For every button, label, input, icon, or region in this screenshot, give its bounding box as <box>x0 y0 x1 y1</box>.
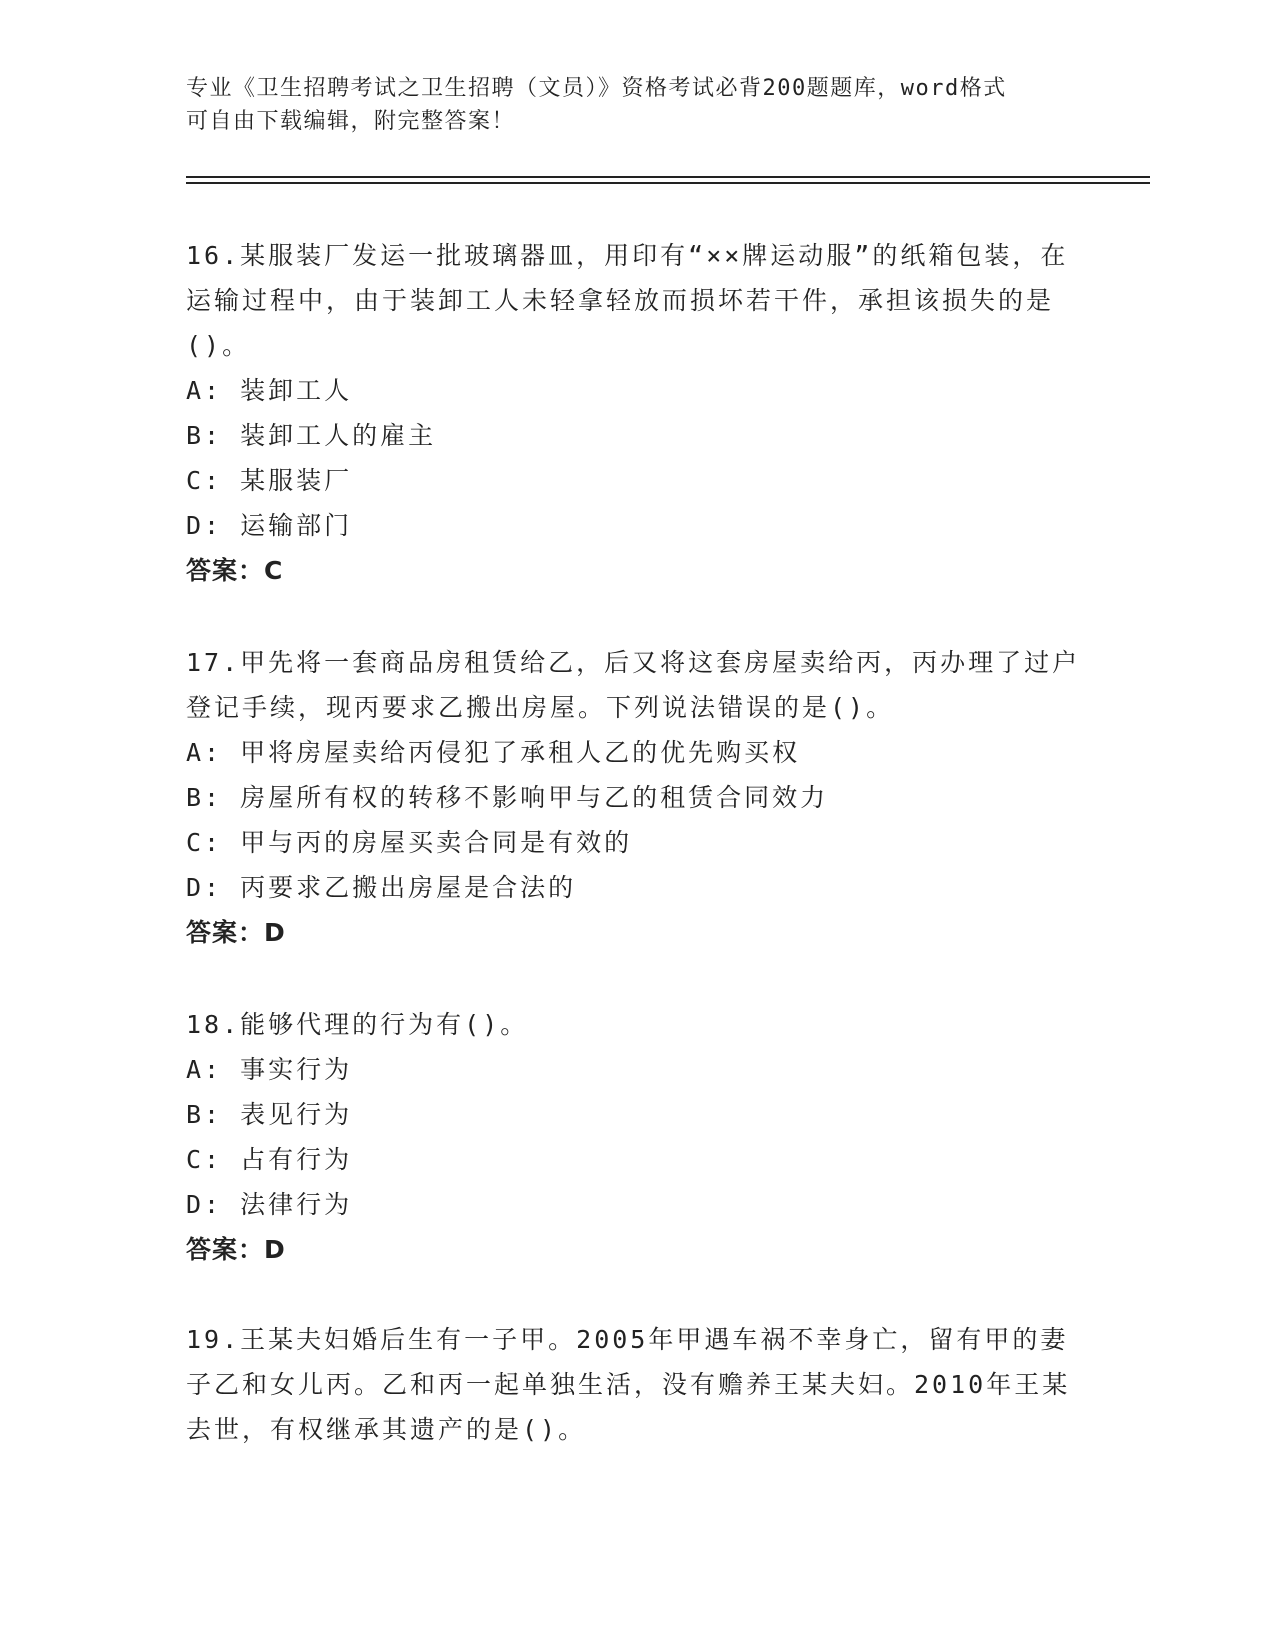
option-c: C: 甲与丙的房屋买卖合同是有效的 <box>186 828 633 857</box>
option-b: B: 表见行为 <box>186 1100 353 1129</box>
question-text: 18.能够代理的行为有()。 <box>186 1010 529 1039</box>
option-a: A: 甲将房屋卖给丙侵犯了承租人乙的优先购买权 <box>186 738 801 767</box>
option-a: A: 事实行为 <box>186 1055 353 1084</box>
option-c: C: 某服装厂 <box>186 466 353 495</box>
answer-line: 答案：C <box>186 556 284 585</box>
question-16 <box>186 233 1086 593</box>
option-d: D: 法律行为 <box>186 1190 353 1219</box>
answer-line: 答案：D <box>186 1235 286 1264</box>
question-text: 17.甲先将一套商品房租赁给乙，后又将这套房屋卖给丙，丙办理了过户登记手续，现丙要求乙搬出房屋。下列说法错误的是()。 <box>186 648 1081 722</box>
option-d: D: 丙要求乙搬出房屋是合法的 <box>186 873 577 902</box>
question-text: 16.某服装厂发运一批玻璃器皿，用印有“××牌运动服”的纸箱包装，在运输过程中，由于装卸工人未轻拿轻放而损坏若干件，承担该损失的是()。 <box>186 241 1069 360</box>
option-d: D: 运输部门 <box>186 511 353 540</box>
question-text: 19.王某夫妇婚后生有一子甲。2005年甲遇车祸不幸身亡，留有甲的妻子乙和女儿丙。乙和丙一起单独生活，没有赡养王某夫妇。2010年王某去世，有权继承其遗产的是()。 <box>186 1325 1071 1444</box>
option-b: B: 装卸工人的雇主 <box>186 421 437 450</box>
header-divider-bottom <box>186 182 1150 184</box>
option-c: C: 占有行为 <box>186 1145 353 1174</box>
header-divider-top <box>186 176 1150 178</box>
header-line-2: 可自由下载编辑，附完整答案！ <box>186 109 516 134</box>
question-17 <box>186 640 1086 955</box>
header-line-1: 专业《卫生招聘考试之卫生招聘（文员）》资格考试必背200题题库，word格式 <box>186 76 1007 101</box>
document-header <box>186 72 1086 138</box>
question-19 <box>186 1317 1086 1452</box>
answer-line: 答案：D <box>186 918 286 947</box>
option-b: B: 房屋所有权的转移不影响甲与乙的租赁合同效力 <box>186 783 829 812</box>
option-a: A: 装卸工人 <box>186 376 353 405</box>
question-18 <box>186 1002 1086 1272</box>
